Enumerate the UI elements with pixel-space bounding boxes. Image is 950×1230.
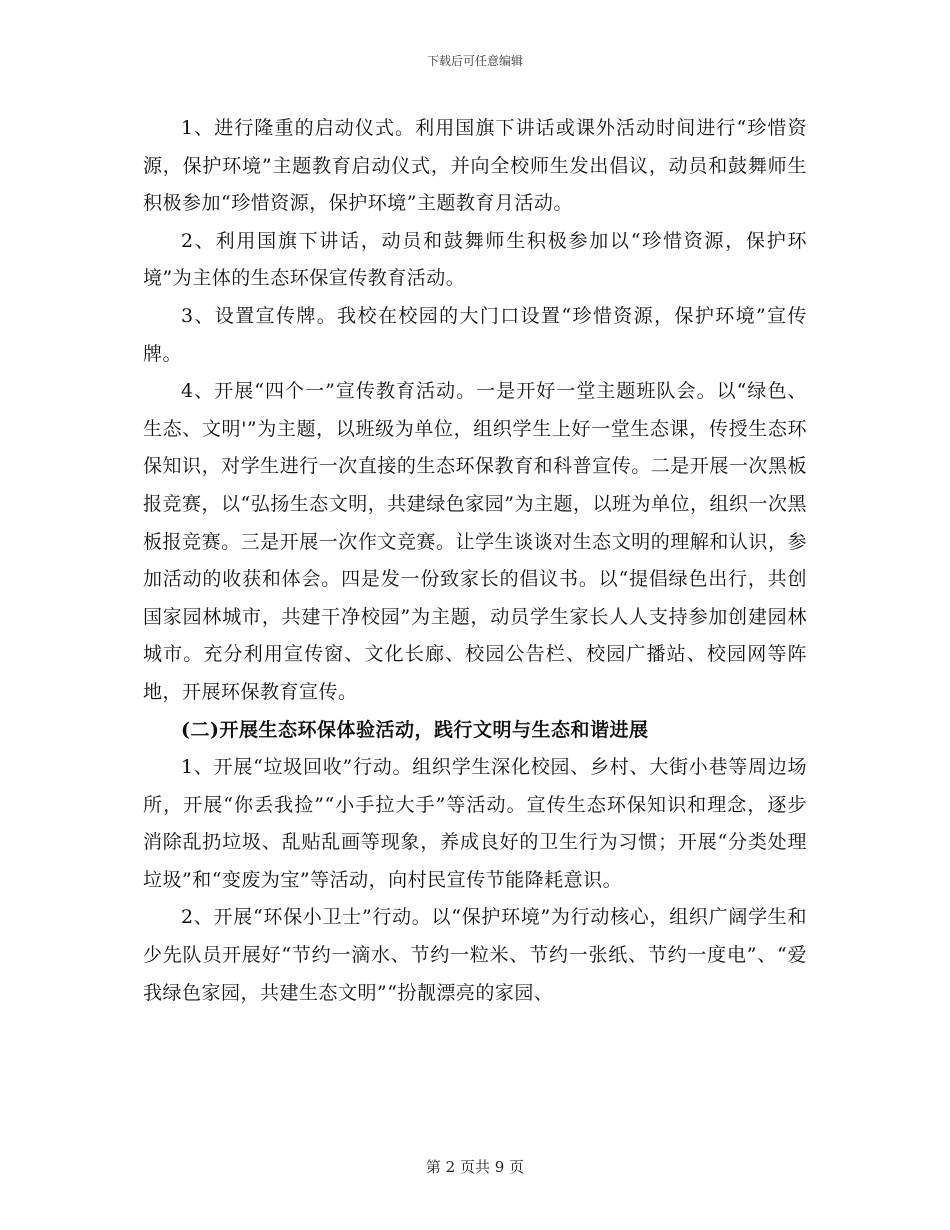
section-heading-two: (二)开展生态环保体验活动，践行文明与生态和谐进展 [181,718,649,741]
paragraph-four-activities: 4、开展“四个一”宣传教育活动。一是开好一堂主题班队会。以“绿色、生态、文明'”为主题，以班级为单位，组织学生上好一堂生态课，传授生态环保知识，对学生进行一次直接的生态环保教育和科普宣传。二是开展一次黑板报竞赛，以“弘扬生态文明，共建绿色家园”为主题，以班为单位，组织一次黑板报竞赛。三是开展一次作文竞赛。让学生谈谈对生态文明的理解和认识，参加活动的收获和体会。四是发一份致家长的倡议书。以“提倡绿色出行，共创国家园林城市，共建干净校园”为主题，动员学生家长人人支持参加创建园林城市。充分利用宣传窗、文化长廊、校园公告栏、校园广播站、校园网等阵地，开展环保教育宣传。 [143,380,807,703]
paragraph-garbage-recycling: 1、开展“垃圾回收”行动。组织学生深化校园、乡村、大街小巷等周边场所，开展“你丢我捡”“小手拉大手”等活动。宣传生态环保知识和理念，逐步消除乱扔垃圾、乱贴乱画等现象，养成良好的卫生行为习惯；开展“分类处理垃圾”和“变废为宝”等活动，向村民宣传节能降耗意识。 [143,756,807,891]
page-number: 第 2 页共 9 页 [425,1158,525,1176]
page-header: 下载后可任意编辑 [426,54,523,68]
paragraph-ceremony: 1、进行隆重的启动仪式。利用国旗下讲话或课外活动时间进行“珍惜资源，保护环境”主题教育启动仪式，并向全校师生发出倡议，动员和鼓舞师生积极参加“珍惜资源，保护环境”主题教育月活动。 [143,117,807,215]
paragraph-flag-speech: 2、利用国旗下讲话，动员和鼓舞师生积极参加以“珍惜资源，保护环境”为主体的生态环保宣传教育活动。 [143,229,807,290]
paragraph-eco-guard: 2、开展“环保小卫士”行动。以“保护环境”为行动核心，组织广阔学生和少先队员开展好“节约一滴水、节约一粒米、节约一张纸、节约一度电”、“爱我绿色家园，共建生态文明”“扮靓漂亮的家园、 [143,906,807,1004]
document-body [143,110,807,1012]
paragraph-signboard: 3、设置宣传牌。我校在校园的大门口设置“珍惜资源，保护环境”宣传牌。 [143,304,807,365]
